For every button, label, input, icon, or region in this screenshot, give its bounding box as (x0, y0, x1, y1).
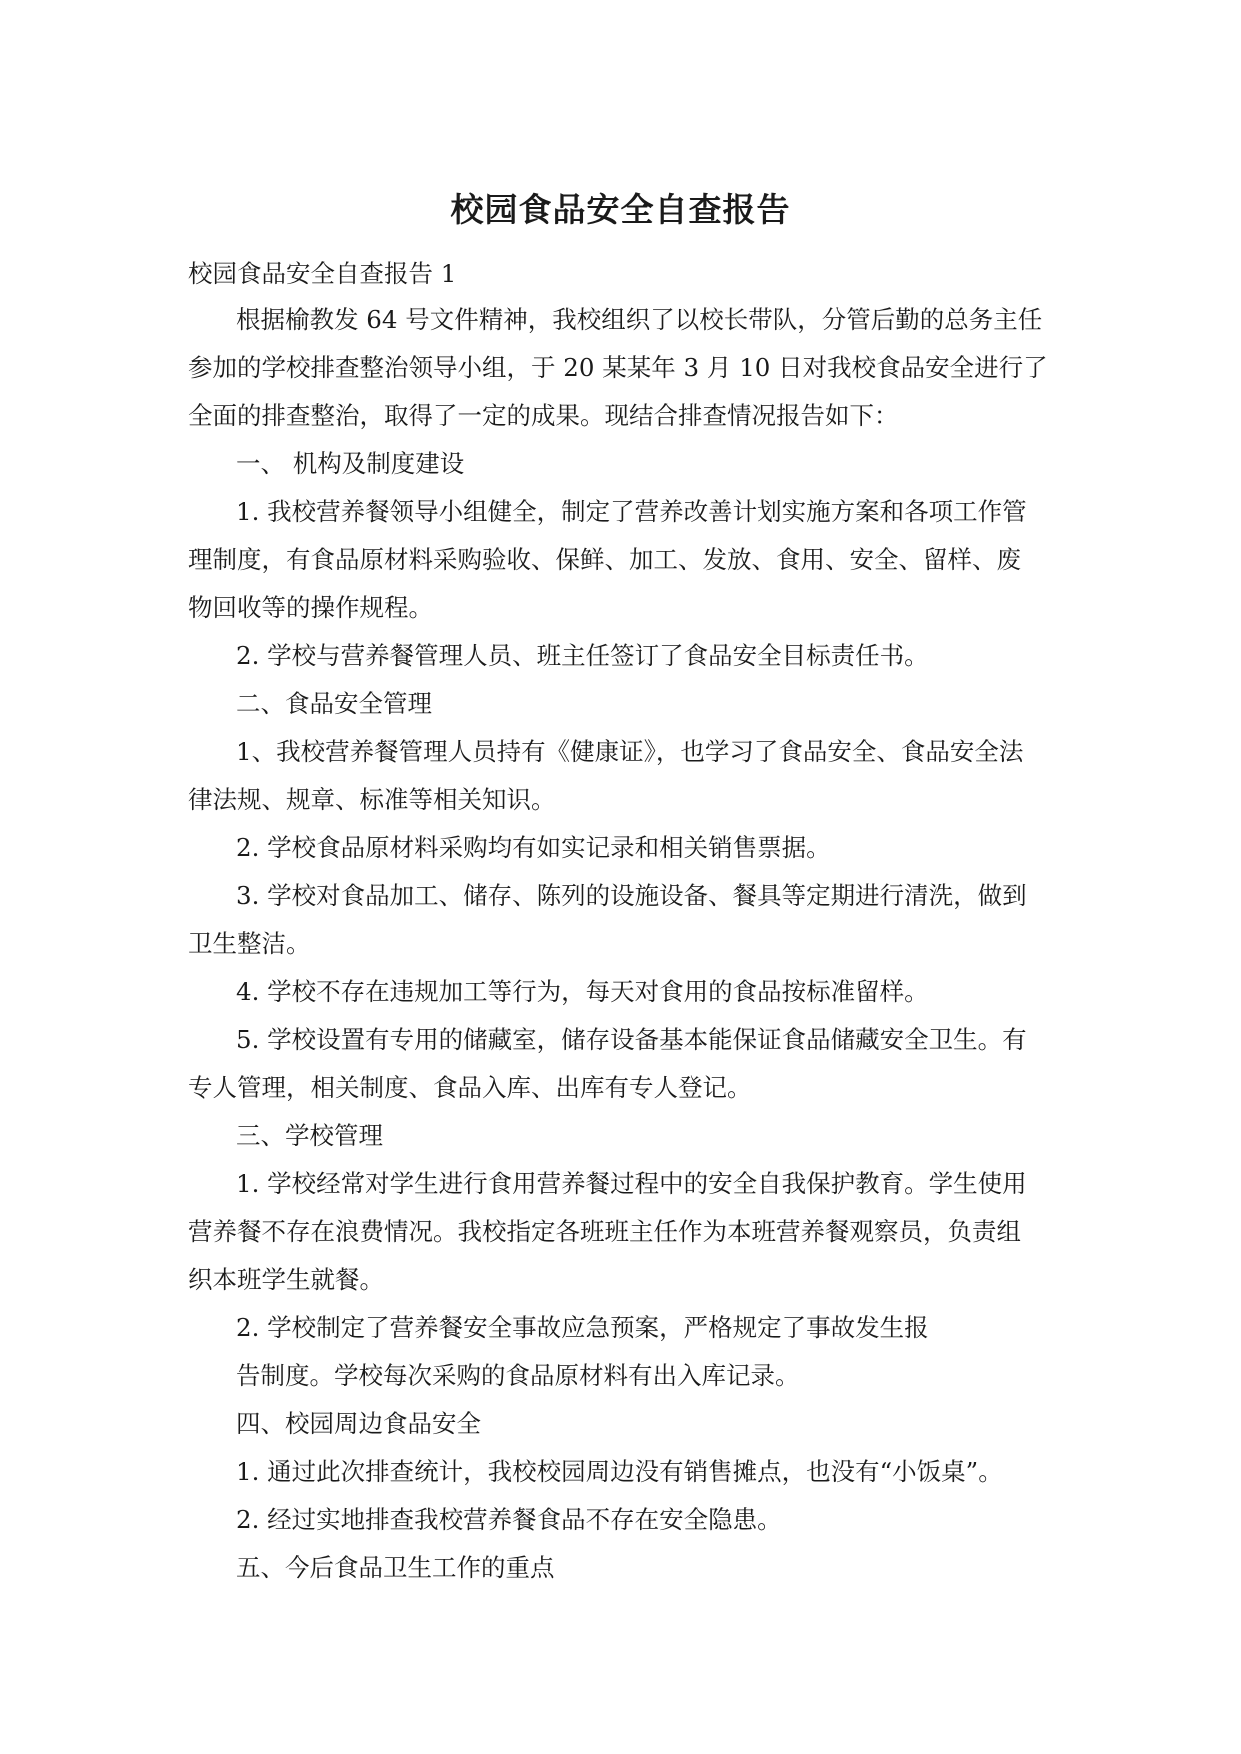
paragraph-line: 1、我校营养餐管理人员持有《健康证》，也学习了食品安全、食品安全法 (236, 737, 1024, 766)
paragraph-line: 1. 学校经常对学生进行食用营养餐过程中的安全自我保护教育。学生使用 (236, 1169, 1027, 1198)
paragraph-line: 物回收等的操作规程。 (188, 593, 433, 622)
paragraph-line: 理制度，有食品原材料采购验收、保鲜、加工、发放、食用、安全、留样、废 (188, 545, 1021, 574)
paragraph-line: 3. 学校对食品加工、储存、陈列的设施设备、餐具等定期进行清洗，做到 (236, 881, 1027, 910)
paragraph-line: 卫生整洁。 (188, 929, 311, 958)
section-heading: 二、食品安全管理 (236, 689, 432, 718)
section-heading: 一、 机构及制度建设 (236, 449, 465, 478)
paragraph-line: 织本班学生就餐。 (188, 1265, 384, 1294)
paragraph-line: 2. 经过实地排查我校营养餐食品不存在安全隐患。 (236, 1505, 782, 1534)
paragraph-line: 告制度。学校每次采购的食品原材料有出入库记录。 (236, 1361, 800, 1390)
paragraph-line: 1. 我校营养餐领导小组健全，制定了营养改善计划实施方案和各项工作管 (236, 497, 1027, 526)
section-heading: 三、学校管理 (236, 1121, 383, 1150)
paragraph-line: 全面的排查整治，取得了一定的成果。现结合排查情况报告如下： (188, 401, 899, 430)
section-heading: 四、校园周边食品安全 (236, 1409, 481, 1438)
paragraph-line: 2. 学校食品原材料采购均有如实记录和相关销售票据。 (236, 833, 831, 862)
report-subtitle: 校园食品安全自查报告 1 (188, 259, 457, 288)
paragraph-line: 根据榆教发 64 号文件精神，我校组织了以校长带队，分管后勤的总务主任 (236, 305, 1043, 334)
paragraph-line: 参加的学校排查整治领导小组，于 20 某某年 3 月 10 日对我校食品安全进行了 (188, 353, 1048, 382)
paragraph-line: 1. 通过此次排查统计，我校校园周边没有销售摊点，也没有“小饭桌”。 (236, 1457, 1003, 1486)
section-heading: 五、今后食品卫生工作的重点 (236, 1553, 555, 1582)
paragraph-line: 2. 学校与营养餐管理人员、班主任签订了食品安全目标责任书。 (236, 641, 929, 670)
paragraph-line: 专人管理，相关制度、食品入库、出库有专人登记。 (188, 1073, 752, 1102)
paragraph-line: 2. 学校制定了营养餐安全事故应急预案，严格规定了事故发生报 (236, 1313, 929, 1342)
paragraph-line: 律法规、规章、标准等相关知识。 (188, 785, 556, 814)
paragraph-line: 4. 学校不存在违规加工等行为，每天对食用的食品按标准留样。 (236, 977, 929, 1006)
paragraph-line: 营养餐不存在浪费情况。我校指定各班班主任作为本班营养餐观察员，负责组 (188, 1217, 1021, 1246)
document-title: 校园食品安全自查报告 (450, 190, 791, 229)
paragraph-line: 5. 学校设置有专用的储藏室，储存设备基本能保证食品储藏安全卫生。有 (236, 1025, 1027, 1054)
